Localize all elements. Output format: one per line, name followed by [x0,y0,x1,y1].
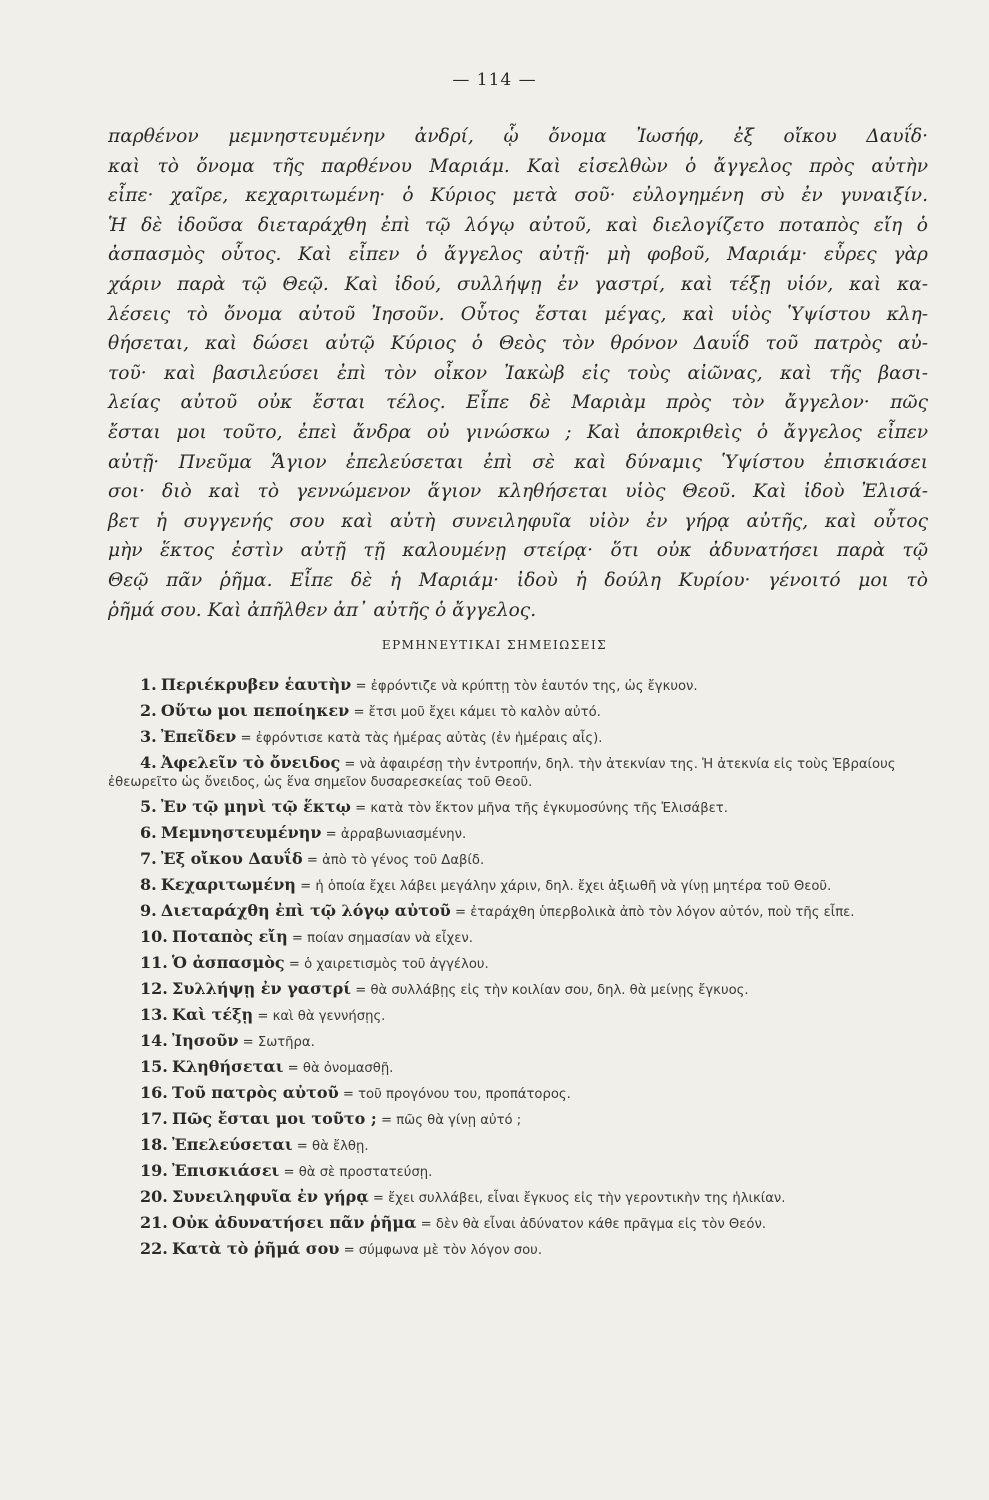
note-term: Ἐπελεύσεται [172,1135,293,1154]
text-line: ἀσπασμὸς οὗτος. Καὶ εἶπεν ὁ ἄγγελος αὐτῇ· μὴ φοβοῦ, Μαριάμ· εὗρες γὰρ [108,244,928,266]
note-gloss: = πῶς θὰ γίνῃ αὐτό ; [380,1113,522,1128]
note-item [108,1084,928,1104]
note-number: 5. [140,797,157,816]
note-term: Οὐκ ἀδυνατήσει πᾶν ῥῆμα [172,1213,417,1232]
note-number: 3. [140,727,157,746]
note-item [108,850,928,870]
note-gloss: = ἔτσι μοῦ ἔχει κάμει τὸ καλὸν αὐτό. [353,705,601,720]
note-term: Πῶς ἔσται μοι τοῦτο ; [172,1109,377,1128]
note-number: 1. [140,675,157,694]
text-line: ῥῆμά σου. Καὶ ἀπῆλθεν ἀπ᾿ αὐτῆς ὁ ἄγγελος. [108,599,537,621]
note-item [108,1188,928,1208]
note-number: 2. [140,701,157,720]
note-term: Καὶ τέξῃ [172,1005,254,1024]
text-line: αὐτῇ· Πνεῦμα Ἅγιον ἐπελεύσεται ἐπὶ σὲ καὶ δύναμις Ὑψίστου ἐπισκιάσει [108,451,928,473]
note-item [108,928,928,948]
note-number: 10. [140,927,168,946]
note-item [108,754,928,792]
note-term: Συνειληφυῖα ἐν γήρᾳ [172,1187,369,1206]
text-line: χάριν παρὰ τῷ Θεῷ. Καὶ ἰδού, συλλήψῃ ἐν γαστρί, καὶ τέξῃ υἱόν, καὶ κα- [108,273,928,295]
note-item [108,980,928,1000]
note-number: 16. [140,1083,168,1102]
text-line: Ἡ δὲ ἰδοῦσα διεταράχθη ἐπὶ τῷ λόγῳ αὐτοῦ, καὶ διελογίζετο ποταπὸς εἴη ὁ [108,214,928,236]
note-item [108,676,928,696]
note-term: Ἐξ οἴκου Δαυΐδ [160,849,303,868]
note-item [108,954,928,974]
note-item [108,1110,928,1130]
note-term: Ἐπεῖδεν [160,727,237,746]
note-term: Κληθήσεται [172,1057,284,1076]
note-gloss: = σύμφωνα μὲ τὸν λόγον σου. [343,1243,543,1258]
note-item [108,1058,928,1078]
note-item [108,702,928,722]
text-line: καὶ τὸ ὄνομα τῆς παρθένου Μαριάμ. Καὶ εἰσελθὼν ὁ ἄγγελος πρὸς αὐτὴν [108,155,928,177]
note-number: 17. [140,1109,168,1128]
note-number: 20. [140,1187,168,1206]
note-gloss: = ποίαν σημασίαν νὰ εἶχεν. [291,931,473,946]
gospel-text [108,122,928,625]
note-term: Κεχαριτωμένη [160,875,296,894]
note-gloss: = θὰ συλλάβῃς εἰς τὴν κοιλίαν σου, δηλ. θὰ μείνῃς ἔγκυος. [355,983,749,998]
note-gloss: = κατὰ τὸν ἕκτον μῆνα τῆς ἐγκυμοσύνης τῆς Ἐλισάβετ. [355,801,728,816]
text-line: εἶπε· χαῖρε, κεχαριτωμένη· ὁ Κύριος μετὰ σοῦ· εὐλογημένη σὺ ἐν γυναιξίν. [108,185,928,207]
explanatory-notes [108,676,928,1266]
note-number: 13. [140,1005,168,1024]
note-term: Οὕτω μοι πεποίηκεν [160,701,350,720]
notes-heading: ΕΡΜΗΝΕΥΤΙΚΑΙ ΣΗΜΕΙΩΣΕΙΣ [381,638,608,652]
text-line: θήσεται, καὶ δώσει αὐτῷ Κύριος ὁ Θεὸς τὸν θρόνον Δαυΐδ τοῦ πατρὸς αὐ- [108,333,928,355]
note-item [108,1240,928,1260]
note-gloss: = θὰ σὲ προστατεύσῃ. [283,1165,433,1180]
page-number: — 114 — [452,70,537,90]
note-gloss: = θὰ ὀνομασθῇ. [287,1061,394,1076]
note-gloss: = ὁ χαιρετισμὸς τοῦ ἀγγέλου. [288,957,489,972]
note-term: Κατὰ τὸ ῥῆμά σου [172,1239,340,1258]
note-term: Περιέκρυβεν ἑαυτὴν [160,675,352,694]
note-item [108,902,928,922]
note-number: 6. [140,823,157,842]
note-gloss: = ἐταράχθη ὑπερβολικὰ ἀπὸ τὸν λόγον αὐτόν, ποὺ τῆς εἶπε. [454,905,855,920]
note-item [108,1006,928,1026]
note-gloss: = νὰ ἀφαιρέσῃ τὴν ἐντροπήν, δηλ. τὴν ἀτεκνίαν της. Ἡ ἀτεκνία εἰς τοὺς Ἑβραίους ἐθεωρεῖτο ὡς ὄνειδος, ὡς ἕνα σημεῖον δυσαρεσκείας τοῦ Θεοῦ. [108,757,896,790]
note-item [108,728,928,748]
note-item [108,1162,928,1182]
text-line: ἔσται μοι τοῦτο, ἐπεὶ ἄνδρα οὐ γινώσκω ; Καὶ ἀποκριθεὶς ὁ ἄγγελος εἶπεν [108,421,928,443]
note-term: Μεμνηστευμένην [160,823,322,842]
note-term: Ἰησοῦν [172,1031,239,1050]
note-gloss: = τοῦ προγόνου του, προπάτορος. [342,1087,571,1102]
text-line: Θεῷ πᾶν ῥῆμα. Εἶπε δὲ ἡ Μαριάμ· ἰδοὺ ἡ δούλη Κυρίου· γένοιτό μοι τὸ [108,569,928,591]
note-number: 12. [140,979,168,998]
note-term: Ἀφελεῖν τὸ ὄνειδος [160,753,341,772]
text-line: σοι· διὸ καὶ τὸ γεννώμενον ἅγιον κληθήσεται υἱὸς Θεοῦ. Καὶ ἰδοὺ Ἐλισά- [108,481,928,503]
note-gloss: = θὰ ἔλθῃ. [296,1139,369,1154]
note-gloss: = Σωτῆρα. [242,1035,315,1050]
note-number: 15. [140,1057,168,1076]
note-gloss: = δὲν θὰ εἶναι ἀδύνατον κάθε πρᾶγμα εἰς τὸν Θεόν. [420,1217,767,1232]
note-gloss: = ἔχει συλλάβει, εἶναι ἔγκυος εἰς τὴν γεροντικὴν της ἡλικίαν. [372,1191,786,1206]
note-number: 4. [140,753,157,772]
note-item [108,798,928,818]
text-line: μὴν ἕκτος ἐστὶν αὐτῇ τῇ καλουμένῃ στείρᾳ· ὅτι οὐκ ἀδυνατήσει παρὰ τῷ [108,540,928,562]
note-gloss: = ἡ ὁποία ἔχει λάβει μεγάλην χάριν, δηλ. ἔχει ἀξιωθῆ νὰ γίνῃ μητέρα τοῦ Θεοῦ. [300,879,832,894]
note-number: 19. [140,1161,168,1180]
note-number: 18. [140,1135,168,1154]
note-term: Τοῦ πατρὸς αὐτοῦ [172,1083,339,1102]
note-number: 21. [140,1213,168,1232]
note-gloss: = ἐφρόντιζε νὰ κρύπτῃ τὸν ἑαυτόν της, ὡς ἔγκυον. [355,679,698,694]
note-gloss: = ἀπὸ τὸ γένος τοῦ Δαβίδ. [306,853,485,868]
note-item [108,1136,928,1156]
note-gloss: = καὶ θὰ γεννήσῃς. [257,1009,386,1024]
note-term: Ἐπισκιάσει [172,1161,280,1180]
text-line: παρθένον μεμνηστευμένην ἀνδρί, ᾧ ὄνομα Ἰωσήφ, ἐξ οἴκου Δαυΐδ· [108,126,928,147]
note-item [108,1032,928,1052]
note-number: 9. [140,901,157,920]
text-line: λείας αὐτοῦ οὐκ ἔσται τέλος. Εἶπε δὲ Μαριὰμ πρὸς τὸν ἄγγελον· πῶς [108,392,928,414]
note-number: 11. [140,953,168,972]
note-term: Ἐν τῷ μηνὶ τῷ ἕκτῳ [160,797,351,816]
note-term: Ὁ ἀσπασμὸς [172,953,285,972]
note-term: Συλλήψῃ ἐν γαστρί [172,979,352,998]
note-number: 7. [140,849,157,868]
note-number: 8. [140,875,157,894]
text-line: τοῦ· καὶ βασιλεύσει ἐπὶ τὸν οἶκον Ἰακὼβ εἰς τοὺς αἰῶνας, καὶ τῆς βασι- [108,362,928,384]
note-gloss: = ἐφρόντισε κατὰ τὰς ἡμέρας αὐτὰς (ἐν ἡμέραις αἷς). [240,731,603,746]
note-item [108,876,928,896]
text-line: λέσεις τὸ ὄνομα αὐτοῦ Ἰησοῦν. Οὗτος ἔσται μέγας, καὶ υἱὸς Ὑψίστου κλη- [108,303,928,325]
note-number: 22. [140,1239,168,1258]
note-gloss: = ἀρραβωνιασμένην. [325,827,467,842]
text-line: βετ ἡ συγγενής σου καὶ αὐτὴ συνειληφυῖα υἱὸν ἐν γήρᾳ αὐτῆς, καὶ οὗτος [108,510,928,532]
note-item [108,824,928,844]
note-item [108,1214,928,1234]
note-term: Διεταράχθη ἐπὶ τῷ λόγῳ αὐτοῦ [160,901,451,920]
note-term: Ποταπὸς εἴη [172,927,288,946]
note-number: 14. [140,1031,168,1050]
